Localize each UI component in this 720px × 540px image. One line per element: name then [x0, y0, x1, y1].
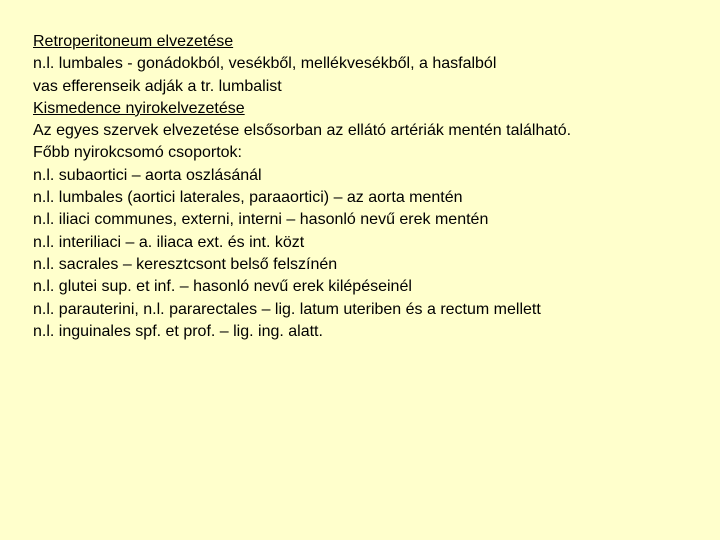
text-line: vas efferenseik adják a tr. lumbalist [33, 77, 282, 95]
list-item: n.l. sacrales – keresztcsont belső felszínén [33, 255, 338, 273]
list-item: n.l. glutei sup. et inf. – hasonló nevű erek kilépéseinél [33, 278, 412, 296]
list-item: n.l. parauterini, n.l. pararectales – lig. latum uteriben és a rectum mellett [33, 300, 541, 318]
text-line: n.l. lumbales - gonádokból, vesékből, mellékvesékből, a hasfalból [33, 55, 497, 73]
slide-text-body [33, 31, 713, 343]
list-item: n.l. iliaci communes, externi, interni – hasonló nevű erek mentén [33, 211, 489, 229]
list-item: n.l. inguinales spf. et prof. – lig. ing. alatt. [33, 322, 323, 340]
list-item: n.l. interiliaci – a. iliaca ext. és int. közt [33, 233, 305, 251]
text-line: Főbb nyirokcsomó csoportok: [33, 144, 242, 162]
list-item: n.l. lumbales (aortici laterales, paraaortici) – az aorta mentén [33, 189, 463, 207]
text-line: Az egyes szervek elvezetése elsősorban az ellátó artériák mentén található. [33, 122, 572, 140]
heading-kismedence: Kismedence nyirokelvezetése [33, 99, 245, 117]
list-item: n.l. subaortici – aorta oszlásánál [33, 166, 262, 184]
heading-retroperitoneum: Retroperitoneum elvezetése [33, 33, 234, 50]
